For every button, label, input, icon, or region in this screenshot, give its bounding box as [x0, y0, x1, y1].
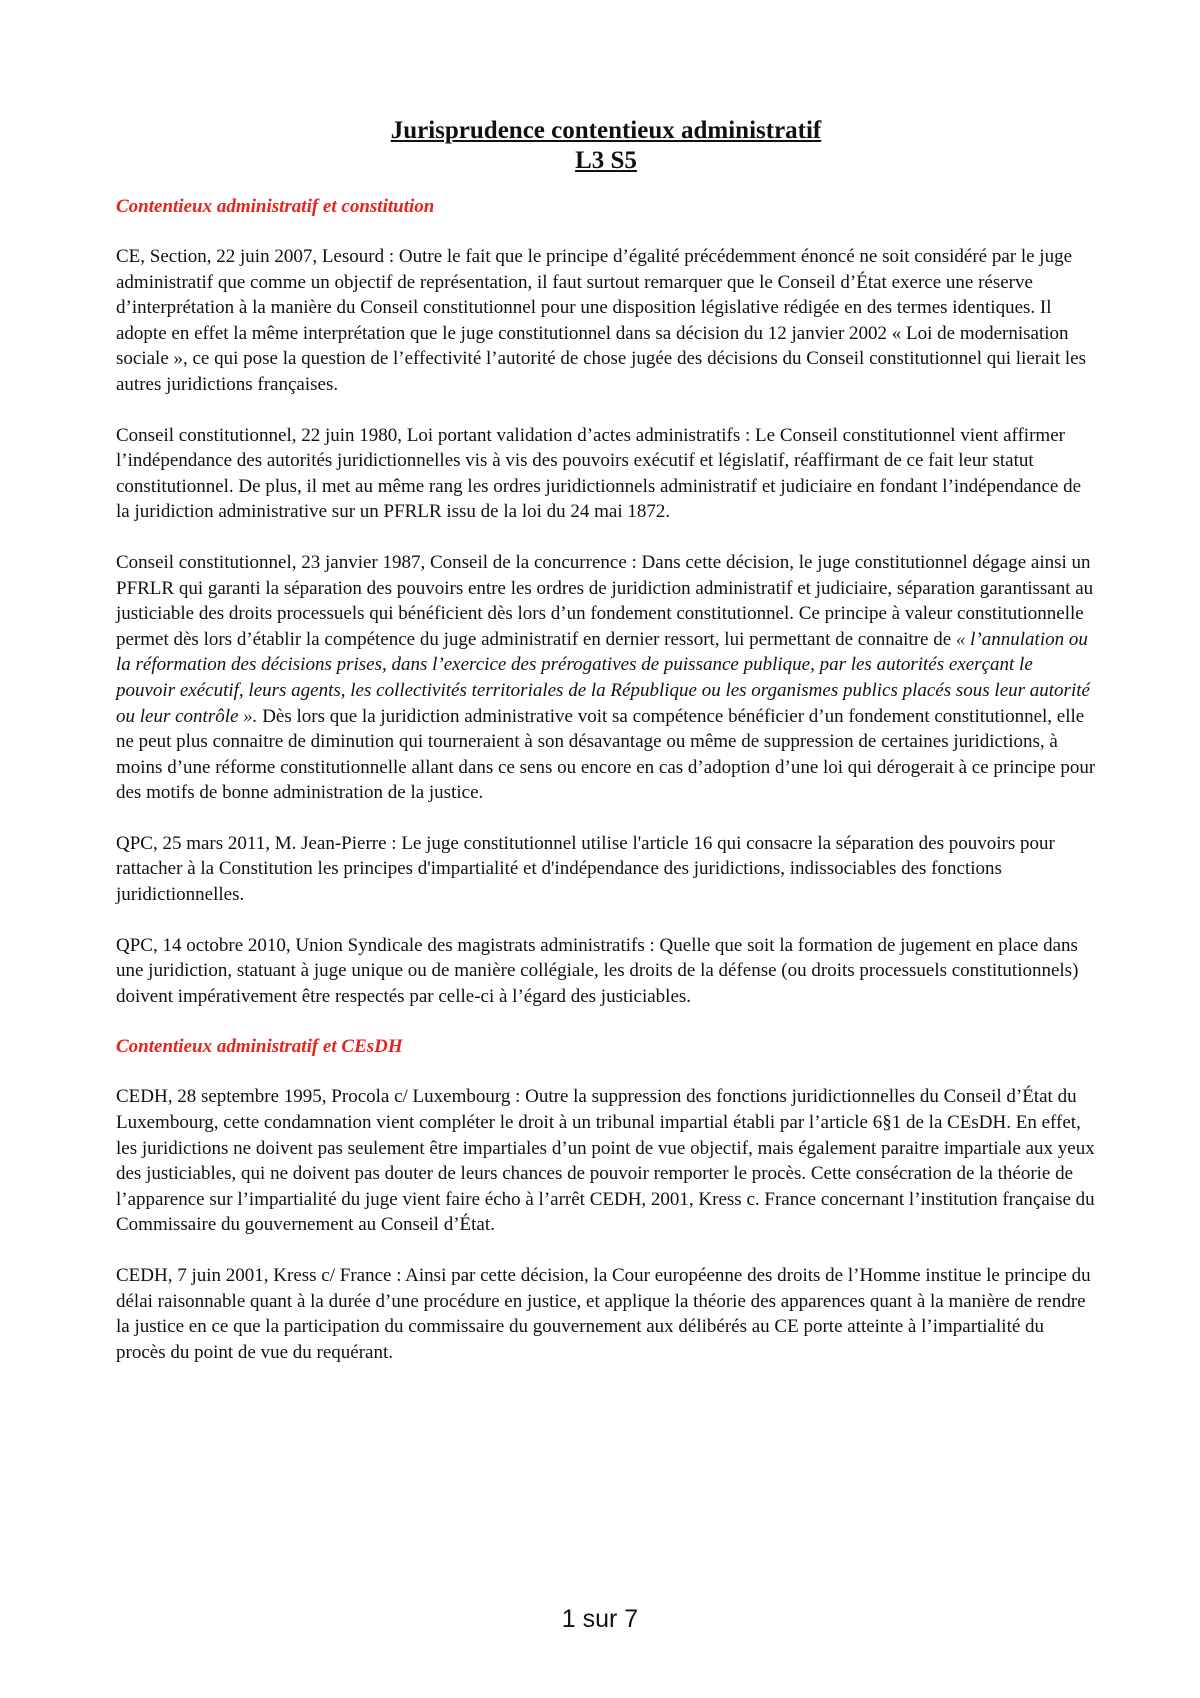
paragraph-conseil-concurrence [116, 550, 1096, 806]
document-content [116, 116, 1096, 1390]
paragraph-jean-pierre: QPC, 25 mars 2011, M. Jean-Pierre : Le juge constitutionnel utilise l'article 16 qui consacre la séparation des pouvoirs pour rattacher à la Constitution les principes d'impartialité et d'indépendance des juridictions, indissociables des fonctions juridictionnelles. [116, 832, 1055, 906]
section-heading: Contentieux administratif et CEsDH [116, 1036, 403, 1058]
paragraph-text-before: Conseil constitutionnel, 23 janvier 1987, Conseil de la concurrence : Dans cette décision, le juge constitutionnel dégage ainsi un PFRLR qui garanti la séparation des pouvoirs entre les ordres de juridiction administratif et judiciaire, séparation garantissant au justiciable des droits processuels qui bénéficient dès lors d’un fondement constitutionnel. Ce principe à valeur constitutionnelle permet dès lors d’établir la compétence du juge administratif en dernier ressort, lui permettant de connaitre de [116, 551, 1094, 650]
document-title: Jurisprudence contentieux administratif [390, 117, 822, 144]
section-cesdh [116, 1034, 1096, 1365]
paragraph-lesourd: CE, Section, 22 juin 2007, Lesourd : Outre le fait que le principe d’égalité précédemment énoncé ne soit considéré par le juge administratif que comme un objectif de représentation, il faut surtout remarquer que le Conseil d’État exerce une réserve d’interprétation à la manière du Conseil constitutionnel pour une disposition législative rédigée en des termes identiques. Il adopte en effet la même interprétation que le juge constitutionnel dans sa décision du 12 janvier 2002 « Loi de modernisation sociale », ce qui pose la question de l’effectivité l’autorité de chose jugée des décisions du Conseil constitutionnel qui lierait les autres juridictions françaises. [116, 246, 1086, 395]
document-subtitle: L3 S5 [575, 147, 637, 174]
paragraph-kress: CEDH, 7 juin 2001, Kress c/ France : Ainsi par cette décision, la Cour européenne des droits de l’Homme institue le principe du délai raisonnable quant à la durée d’une procédure en justice, et applique la théorie des apparences quant à la manière de rendre la justice en ce que la participation du commissaire du gouvernement aux délibérés au CE porte atteinte à l’impartialité du procès du point de vue du requérant. [116, 1265, 1091, 1363]
page-number: 1 sur 7 [561, 1605, 639, 1633]
paragraph-text-after: Dès lors que la juridiction administrative voit sa compétence bénéficier d’un fondement constitutionnel, elle ne peut plus connaitre de diminution qui tourneraient à son désavantage ou même de suppression de certaines juridictions, à moins d’une réforme constitutionnelle allant dans ce sens ou encore en cas d’adoption d’une loi qui dérogerait à ce principe pour des motifs de bonne administration de la justice. [116, 705, 1096, 804]
paragraph-procola: CEDH, 28 septembre 1995, Procola c/ Luxembourg : Outre la suppression des fonctions juridictionnelles du Conseil d’État du Luxembourg, cette condamnation vient compléter le droit à un tribunal impartial établi par l’article 6§1 de la CEsDH. En effet, les juridictions ne doivent pas seulement être impartiales d’un point de vue objectif, mais également paraitre impartiale aux yeux des justiciables, qui ne doivent pas douter de leurs chances de pouvoir remporter le procès. Cette consécration de la théorie de l’apparence sur l’impartialité du juge vient faire écho à l’arrêt CEDH, 2001, Kress c. France concernant l’institution française du Commissaire du gouvernement au Conseil d’État. [116, 1086, 1095, 1236]
section-constitution [116, 194, 1096, 1009]
paragraph-validation-actes: Conseil constitutionnel, 22 juin 1980, Loi portant validation d’actes administratifs : Le Conseil constitutionnel vient affirmer l’indépendance des autorités juridictionnelles vis à vis des pouvoirs exécutif et législatif, réaffirmant de ce fait leur statut constitutionnel. De plus, il met au même rang les ordres juridictionnels administratif et judiciaire en fondant l’indépendance de la juridiction administrative sur un PFRLR issu de la loi du 24 mai 1872. [116, 424, 1082, 523]
paragraph-union-syndicale: QPC, 14 octobre 2010, Union Syndicale des magistrats administratifs : Quelle que soit la formation de jugement en place dans une juridiction, statuant à juge unique ou de manière collégiale, les droits de la défense (ou droits processuels constitutionnels) doivent impérativement être respectés par celle-ci à l’égard des justiciables. [116, 934, 1079, 1007]
section-heading: Contentieux administratif et constitution [116, 196, 435, 217]
paragraph-quote: « l’annulation ou la réformation des décisions prises, dans l’exercice des prérogatives de puissance publique, par les autorités exerçant le pouvoir exécutif, leurs agents, les collectivités territoriales de la République ou les organismes publics placés sous leur autorité ou leur contrôle ». [116, 628, 1090, 727]
